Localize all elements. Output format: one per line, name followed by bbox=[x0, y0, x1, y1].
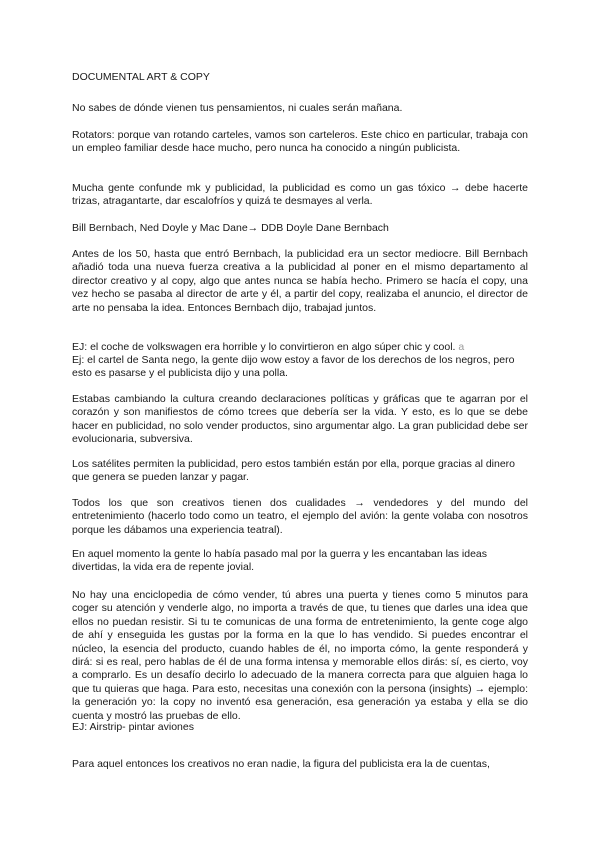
paragraph-mk-publicidad: Mucha gente confunde mk y publicidad, la publicidad es como un gas tóxico → debe hacerte trizas, atragantarte, dar escalofríos y quizá te desmayes al verla. bbox=[72, 182, 528, 208]
paragraph-ddb: Bill Bernbach, Ned Doyle y Mac Dane→ DDB Doyle Dane Bernbach bbox=[72, 222, 389, 234]
paragraph-creativos: Todos los que son creativos tienen dos cualidades → vendedores y del mundo del entretenimiento (hacerlo todo como un teatro, el ejemplo del avión: la gente volaba con nosotros porque les dábamos una experiencia teatral). bbox=[72, 497, 528, 536]
example-santa: Ej: el cartel de Santa nego, la gente dijo wow estoy a favor de los derechos de los negros, pero esto es pasarse y el publicista dijo y una polla. bbox=[72, 354, 515, 380]
paragraph-vender: No hay una enciclopedia de cómo vender, tú abres una puerta y tienes como 5 minutos para coger su atención y venderle algo, no importa a través de que, tu tienes que darles una idea que ellos no puedan resistir. Si tu te comunicas de una forma de entretenimiento, la gente coge algo de ahí y enseguida les gustas por la forma en la que lo has vendido. Si puedes encontrar el núcleo, la esencia del producto, cuando hables de él, no importa cómo, la gente responderá y dirá: si es real, pero hablas de él de una forma intensa y memorable ellos dirás: sí, es cierto, voy a comprarlo. Es un desafío decirlo lo adecuado de la manera correcta para que alguien haga lo que tu quieras que haga. Para esto, necesitas una conexión con la persona (insights) → ejemplo: la generación yo: la copy no inventó esa generación, esa generación ya estaba y ella se dio cuenta y mostró las pruebas de ello. bbox=[72, 589, 528, 722]
example-volkswagen-mark: a bbox=[458, 341, 465, 353]
example-airstrip: EJ: Airstrip- pintar aviones bbox=[72, 721, 194, 733]
paragraph-cuentas: Para aquel entonces los creativos no eran nadie, la figura del publicista era la de cuentas, bbox=[72, 758, 490, 770]
paragraph-guerra: En aquel momento la gente lo había pasado mal por la guerra y les encantaban las ideas divertidas, la vida era de repente jovial. bbox=[72, 548, 488, 574]
paragraph-cultura: Estabas cambiando la cultura creando declaraciones políticas y gráficas que te agarran por el corazón y son manifiestos de cómo tcrees que debería ser la vida. Y esto, es lo que se debe hacer en publicidad, no solo vender productos, sino argumentar algo. La gran publicidad debe ser evolucionaria, subversiva. bbox=[72, 393, 528, 446]
paragraph-satelites: Los satélites permiten la publicidad, pero estos también están por ella, porque gracias al dinero que genera se pueden lanzar y pagar. bbox=[72, 458, 516, 484]
document-title: DOCUMENTAL ART & COPY bbox=[72, 71, 210, 83]
paragraph-bernbach: Antes de los 50, hasta que entró Bernbach, la publicidad era un sector mediocre. Bill Bernbach añadió toda una nueva fuerza creativa a la publicidad al poner en el mismo departamento al director creativo y al copy, algo que antes nunca se había hecho. Primero se hacía el copy, una vez hecho se pasaba al director de arte y él, a partir del copy, realizaba el anuncio, el director de arte no pensaba la idea. Entonces Bernbach dijo, trabajad juntos. bbox=[72, 248, 528, 314]
paragraph-rotators: Rotators: porque van rotando carteles, vamos son carteleros. Este chico en particular, trabaja con un empleo familiar desde hace mucho, pero nunca ha conocido a ningún publicista. bbox=[72, 129, 528, 155]
example-volkswagen bbox=[72, 341, 528, 354]
example-volkswagen-text: EJ: el coche de volkswagen era horrible y lo convirtieron en algo súper chic y cool. bbox=[72, 341, 456, 353]
paragraph-thoughts: No sabes de dónde vienen tus pensamientos, ni cuales serán mañana. bbox=[72, 102, 403, 114]
